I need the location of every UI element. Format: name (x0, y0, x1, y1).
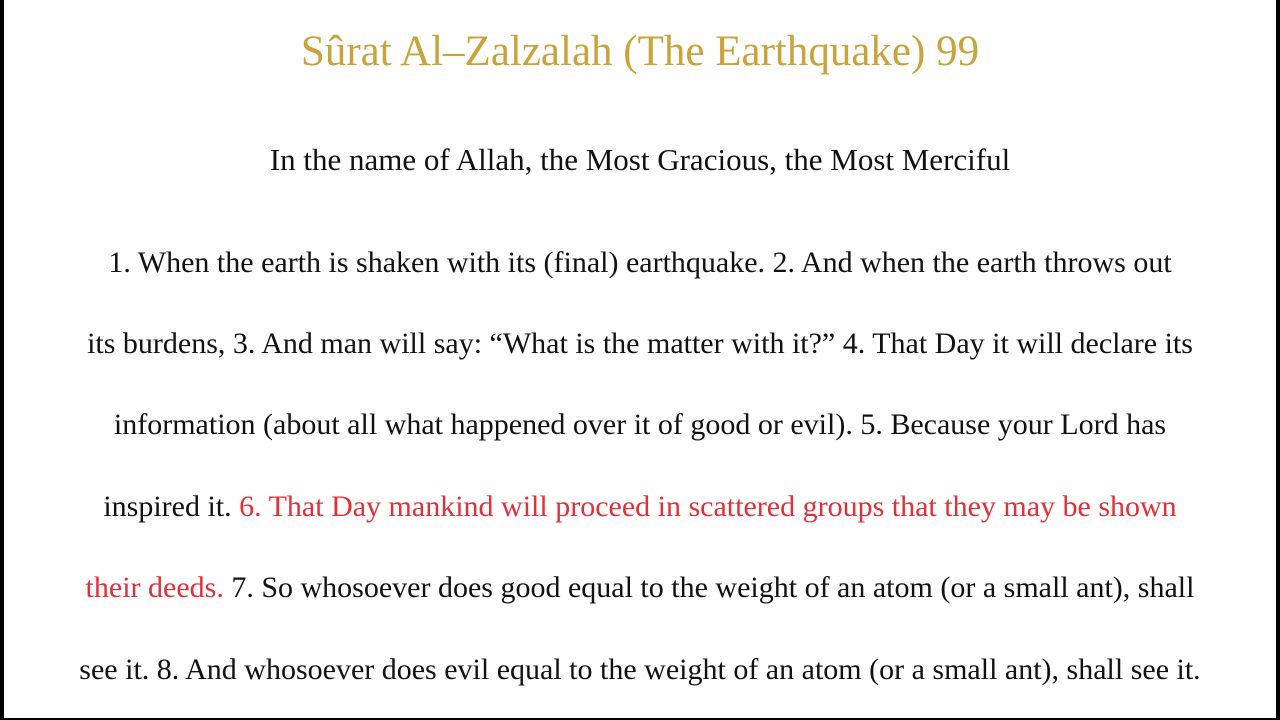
verse-highlight-6a: 6. That Day mankind will proceed in scattered groups that they may be shown (239, 490, 1177, 523)
basmala-line: In the name of Allah, the Most Gracious, the Most Merciful (269, 142, 1011, 177)
verse-line-4 (4, 487, 1276, 527)
surah-title: Sûrat Al–Zalzalah (The Earthquake) 99 (300, 28, 980, 75)
verse-line-2: its burdens, 3. And man will say: “What is the matter with it?” 4. That Day it will declare its (87, 327, 1193, 360)
verse-line-5-normal: 7. So whosoever does good equal to the weight of an atom (or a small ant), shall (223, 571, 1195, 604)
verse-line-1: 1. When the earth is shaken with its (final) earthquake. 2. And when the earth throws out (108, 246, 1172, 279)
verse-highlight-6b: their deeds. (85, 571, 224, 604)
verse-line-5 (4, 568, 1276, 608)
verse-line-4-normal: inspired it. (103, 490, 240, 523)
verse-line-6: see it. 8. And whosoever does evil equal to the weight of an atom (or a small ant), shall see it. (79, 653, 1201, 686)
verse-line-3: information (about all what happened over it of good or evil). 5. Because your Lord has (113, 408, 1167, 441)
slide-frame (4, 0, 1276, 720)
